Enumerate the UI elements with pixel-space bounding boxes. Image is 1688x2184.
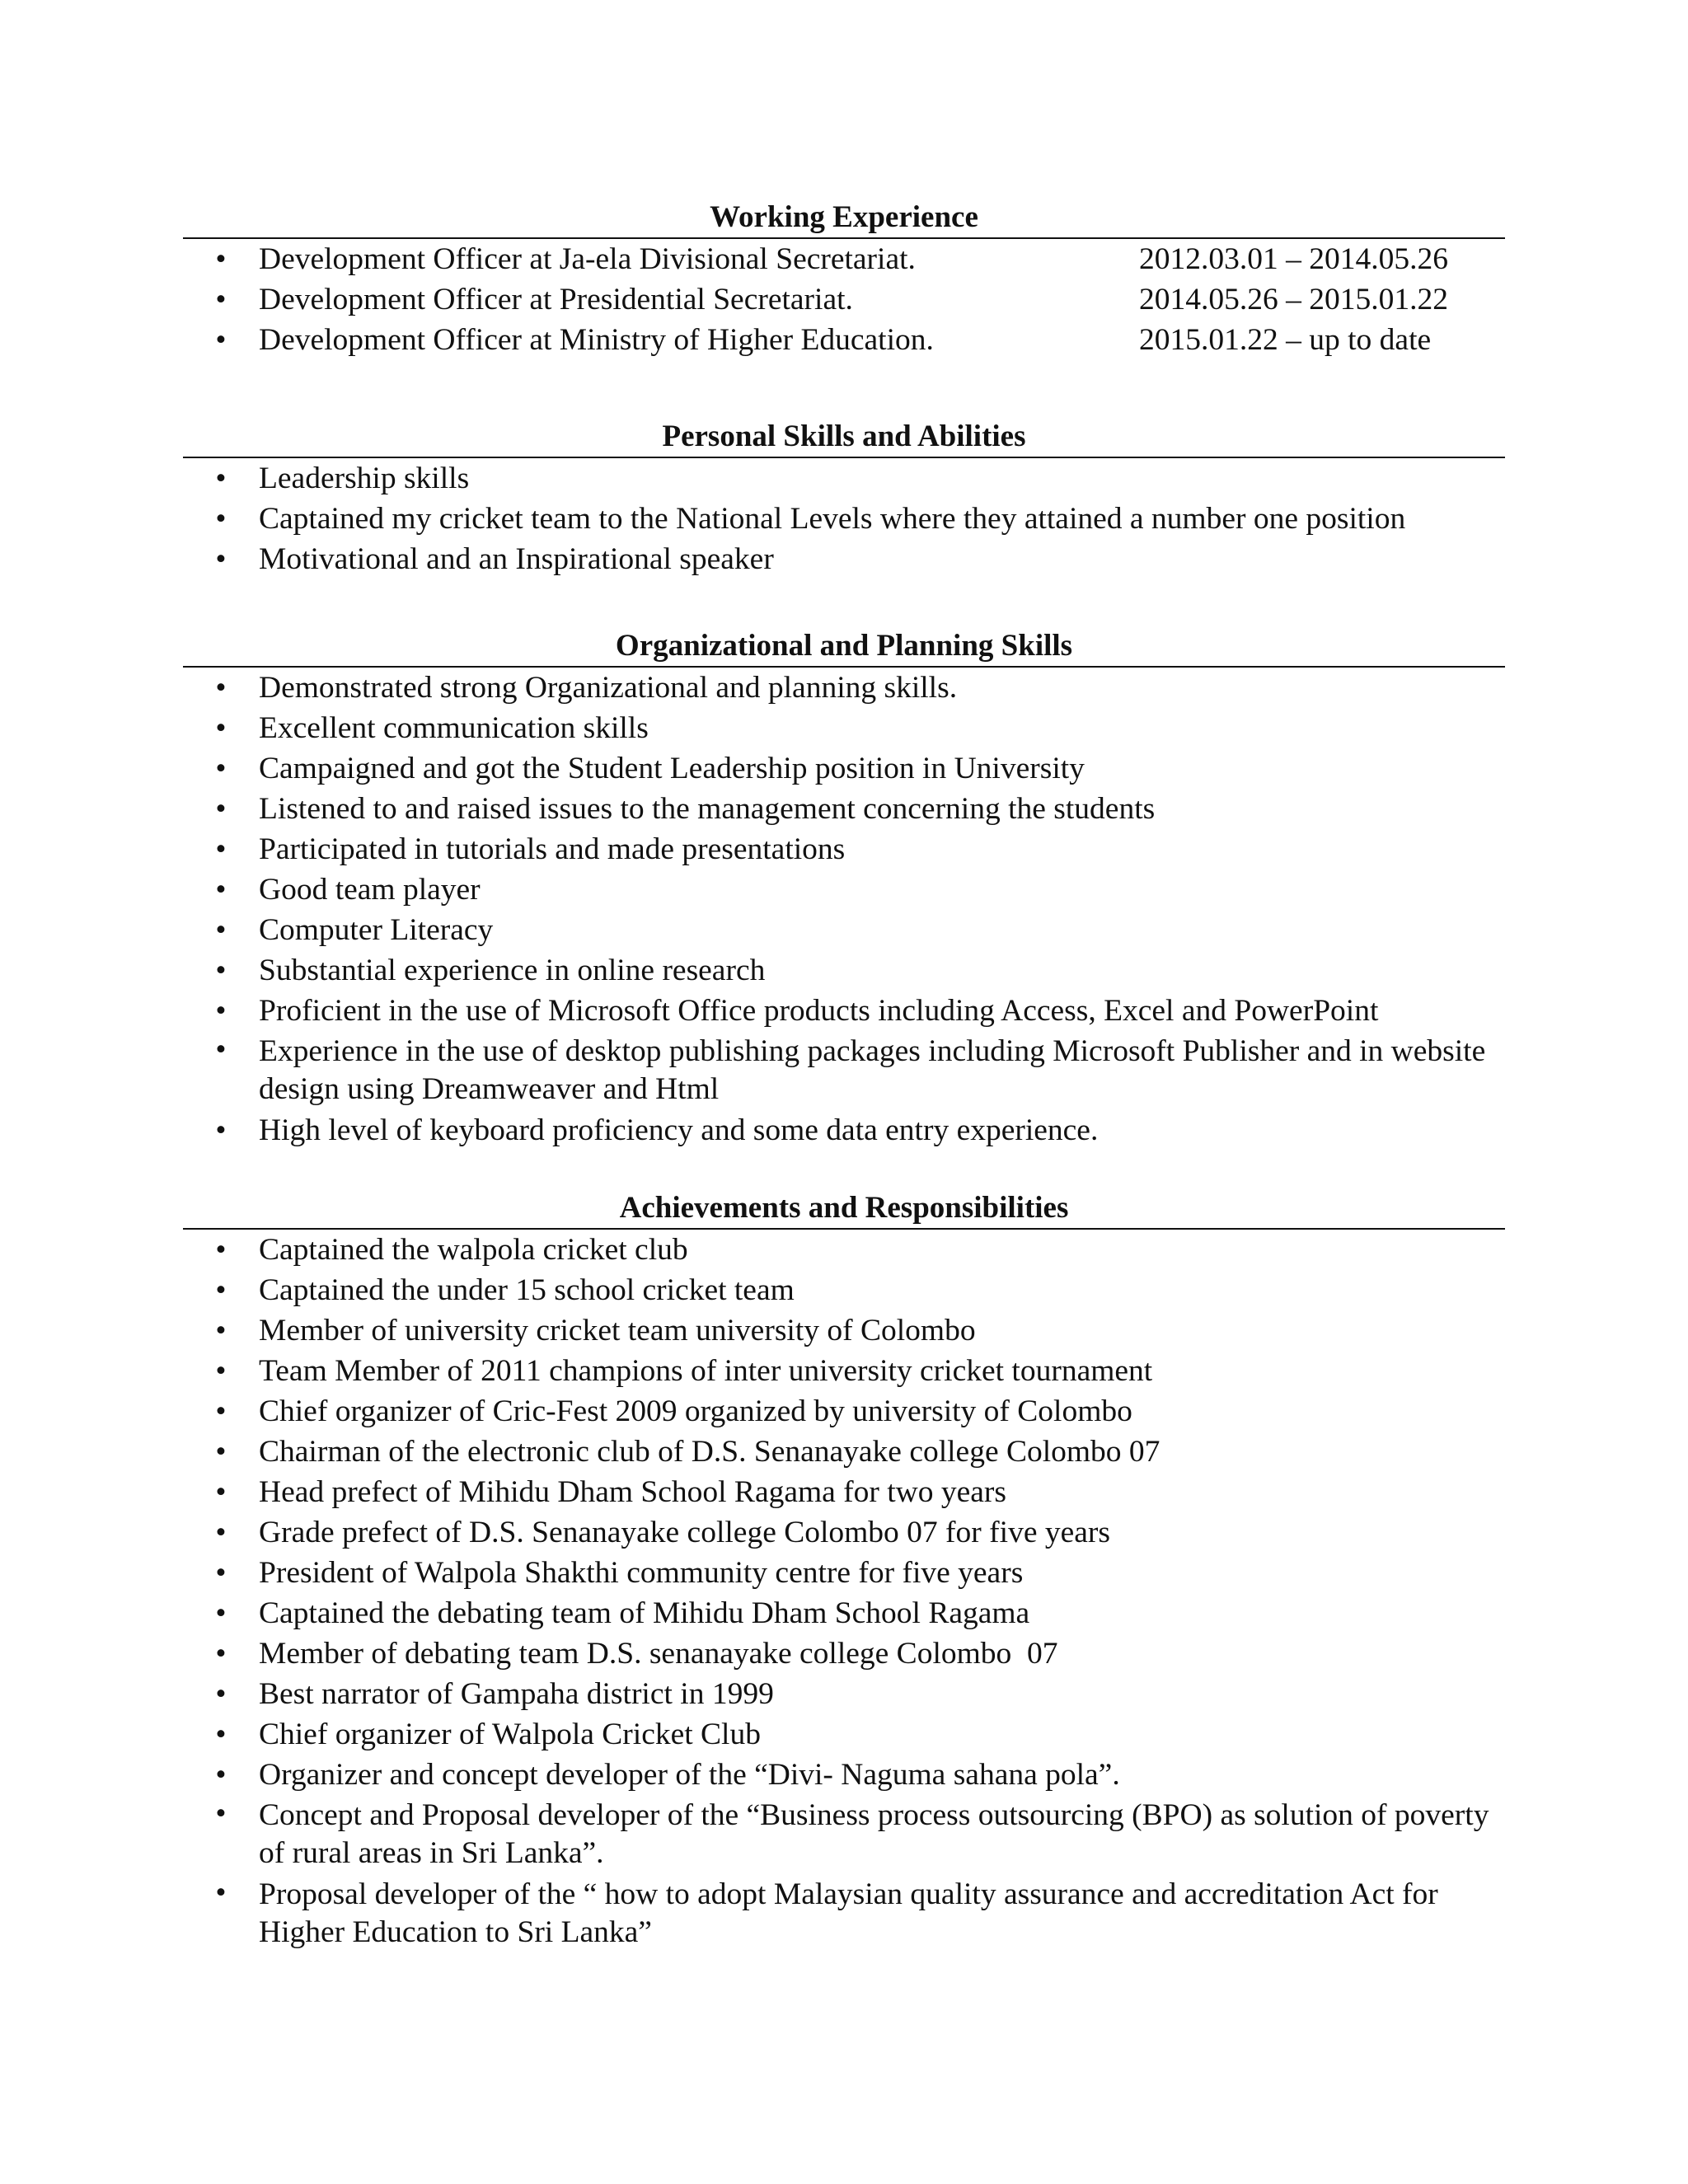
job-dates: 2015.01.22 – up to date — [1139, 323, 1432, 357]
bullet-icon: • — [215, 1273, 227, 1307]
bullet-icon: • — [215, 1758, 227, 1792]
section-title-achievements: Achievements and Responsibilities — [183, 1190, 1505, 1230]
bullet-icon: • — [215, 1637, 227, 1671]
list-item: • Team Member of 2011 champions of inter university cricket tournament — [183, 1351, 1505, 1391]
bullet-icon: • — [215, 462, 227, 495]
bullet-icon: • — [215, 711, 227, 745]
bullet-icon: • — [215, 1718, 227, 1751]
bullet-icon: • — [215, 792, 227, 826]
list-item: • Captained the under 15 school cricket team — [183, 1270, 1505, 1310]
section-title-working-experience: Working Experience — [183, 199, 1505, 239]
bullet-icon: • — [215, 1596, 227, 1630]
bullet-icon: • — [215, 832, 227, 866]
job-title: Development Officer at Ministry of Higher Education. — [259, 323, 934, 357]
job-title: Development Officer at Ja-ela Divisional Secretariat. — [259, 242, 916, 276]
bullet-icon: • — [215, 994, 227, 1028]
bullet-icon: • — [215, 1797, 227, 1830]
bullet-icon: • — [215, 954, 227, 987]
list-item: • Captained the debating team of Mihidu Dham School Ragama — [183, 1593, 1505, 1633]
bullet-icon: • — [215, 1113, 227, 1147]
list-item: • Participated in tutorials and made presentations — [183, 829, 1505, 869]
job-dates: 2012.03.01 – 2014.05.26 — [1139, 242, 1448, 276]
bullet-icon: • — [215, 1556, 227, 1590]
list-item: • Leadership skills — [183, 458, 1505, 499]
list-item: • President of Walpola Shakthi community centre for five years — [183, 1553, 1505, 1593]
list-item: • Proficient in the use of Microsoft Office products including Access, Excel and PowerPoint — [183, 991, 1505, 1031]
list-item: • Concept and Proposal developer of the “Business process outsourcing (BPO) as solution of poverty of rural areas in Sri Lanka”. — [183, 1795, 1505, 1874]
bullet-icon: • — [215, 283, 227, 316]
list-item — [183, 320, 1505, 360]
bullet-icon: • — [215, 1677, 227, 1711]
bullet-icon: • — [215, 502, 227, 536]
list-item: • Computer Literacy — [183, 910, 1505, 950]
list-item: • Experience in the use of desktop publishing packages including Microsoft Publisher and in website design using Dreamweaver and Html — [183, 1031, 1505, 1110]
organizational-skills-list — [183, 668, 1505, 1151]
bullet-icon: • — [215, 1314, 227, 1347]
achievements-section — [183, 1190, 1505, 1953]
bullet-icon: • — [215, 1394, 227, 1428]
bullet-icon: • — [215, 1233, 227, 1267]
list-item: • Motivational and an Inspirational speaker — [183, 539, 1505, 579]
job-title: Development Officer at Presidential Secretariat. — [259, 283, 853, 316]
organizational-skills-section — [183, 628, 1505, 1151]
list-item: • Campaigned and got the Student Leadership position in University — [183, 748, 1505, 789]
working-experience-list — [183, 239, 1505, 360]
personal-skills-section — [183, 419, 1505, 579]
section-title-organizational-skills: Organizational and Planning Skills — [183, 628, 1505, 668]
bullet-icon: • — [215, 1435, 227, 1469]
bullet-icon: • — [215, 1876, 227, 1910]
achievements-list — [183, 1230, 1505, 1953]
list-item: • Demonstrated strong Organizational and planning skills. — [183, 668, 1505, 708]
list-item: • Captained my cricket team to the National Levels where they attained a number one position — [183, 499, 1505, 539]
bullet-icon: • — [215, 913, 227, 947]
bullet-icon: • — [215, 1354, 227, 1388]
bullet-icon: • — [215, 752, 227, 785]
bullet-icon: • — [215, 323, 227, 357]
list-item: • Good team player — [183, 869, 1505, 910]
list-item: • Captained the walpola cricket club — [183, 1230, 1505, 1270]
list-item: • Substantial experience in online research — [183, 950, 1505, 991]
bullet-icon: • — [215, 671, 227, 705]
list-item: • Organizer and concept developer of the “Divi- Naguma sahana pola”. — [183, 1755, 1505, 1795]
personal-skills-list — [183, 458, 1505, 579]
list-item: • Chief organizer of Cric-Fest 2009 organized by university of Colombo — [183, 1391, 1505, 1432]
bullet-icon: • — [215, 1516, 227, 1549]
job-dates: 2014.05.26 – 2015.01.22 — [1139, 283, 1448, 316]
list-item: • Chairman of the electronic club of D.S. Senanayake college Colombo 07 — [183, 1432, 1505, 1472]
list-item: • Member of university cricket team university of Colombo — [183, 1310, 1505, 1351]
list-item: • Chief organizer of Walpola Cricket Club — [183, 1714, 1505, 1755]
list-item: • Proposal developer of the “ how to adopt Malaysian quality assurance and accreditation Act for Higher Education to Sri Lanka” — [183, 1874, 1505, 1953]
bullet-icon: • — [215, 242, 227, 276]
list-item: • Grade prefect of D.S. Senanayake college Colombo 07 for five years — [183, 1512, 1505, 1553]
list-item: • Head prefect of Mihidu Dham School Ragama for two years — [183, 1472, 1505, 1512]
section-title-personal-skills: Personal Skills and Abilities — [183, 419, 1505, 458]
list-item: • Excellent communication skills — [183, 708, 1505, 748]
list-item: • Member of debating team D.S. senanayake college Colombo 07 — [183, 1633, 1505, 1674]
bullet-icon: • — [215, 873, 227, 907]
bullet-icon: • — [215, 542, 227, 576]
list-item: • High level of keyboard proficiency and some data entry experience. — [183, 1110, 1505, 1151]
list-item: • Listened to and raised issues to the management concerning the students — [183, 789, 1505, 829]
list-item: • Best narrator of Gampaha district in 1999 — [183, 1674, 1505, 1714]
list-item — [183, 239, 1505, 279]
list-item — [183, 279, 1505, 320]
working-experience-section — [183, 199, 1505, 360]
bullet-icon: • — [215, 1033, 227, 1066]
bullet-icon: • — [215, 1475, 227, 1509]
